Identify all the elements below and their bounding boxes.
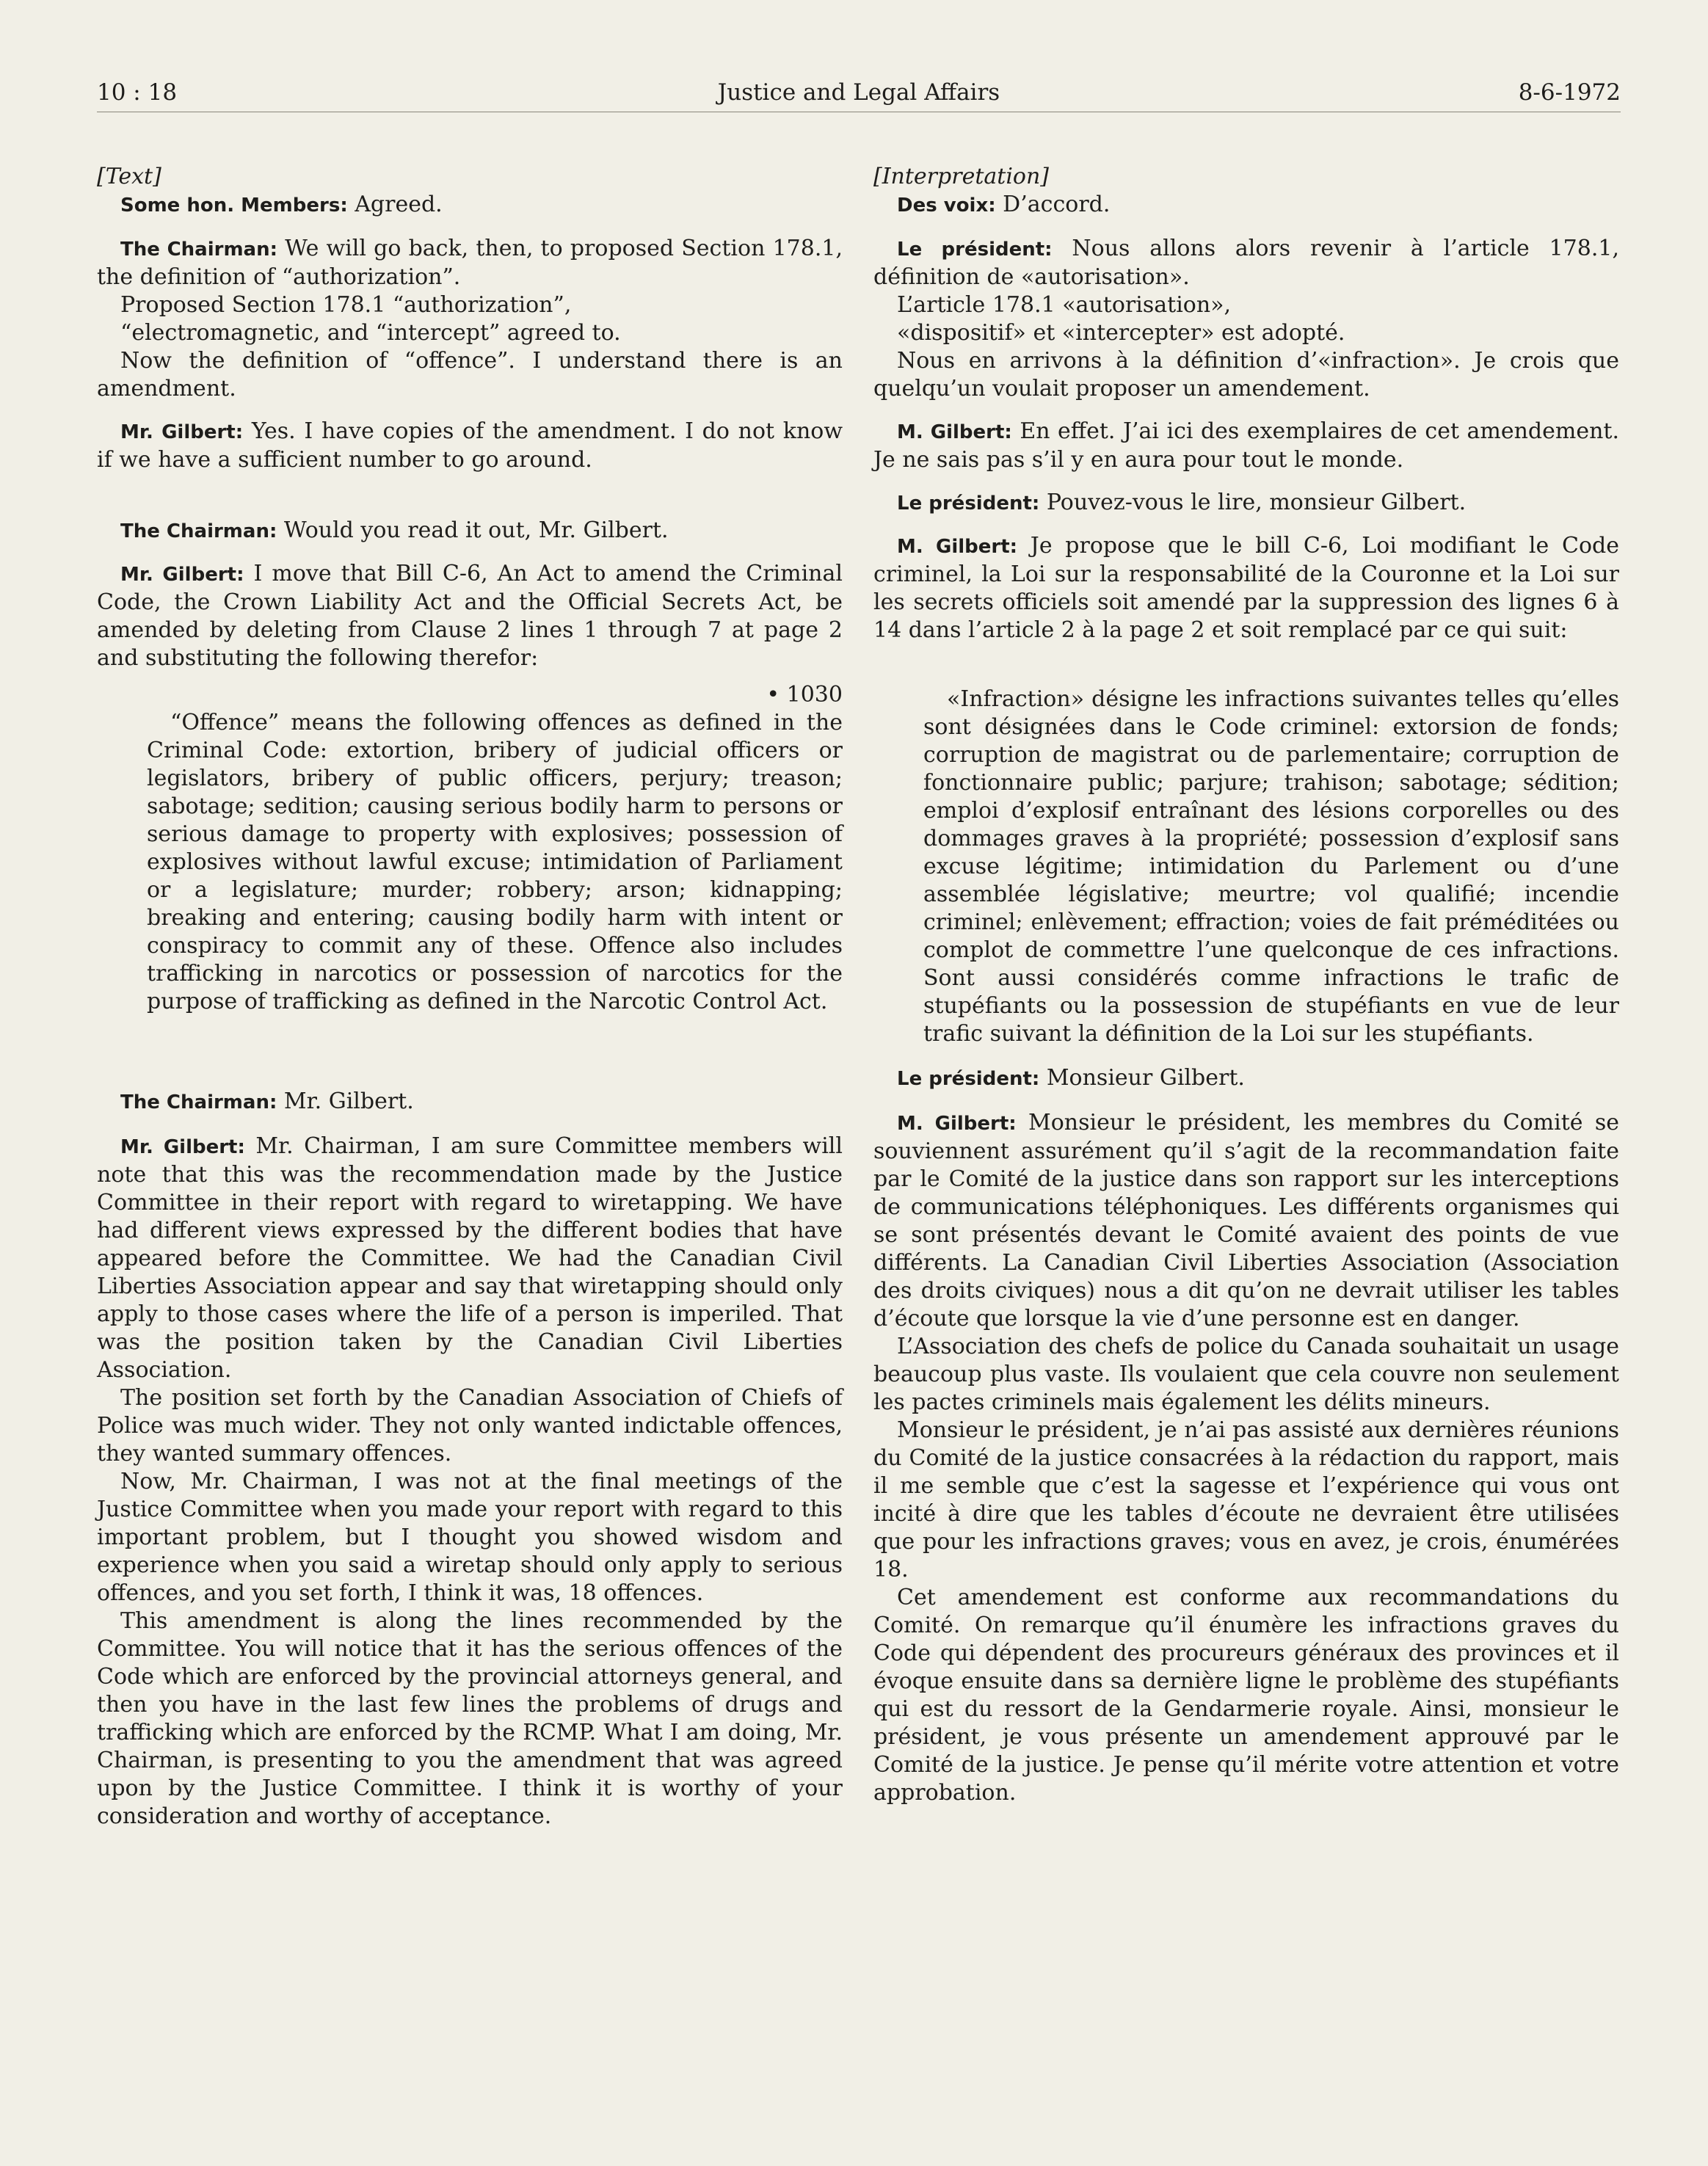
speech-text: En effet. J’ai ici des exemplaires de cet amendement. Je ne sais pas s’il y en aura pour tout le monde. (873, 418, 1619, 473)
time-marker: • 1030 (766, 682, 843, 708)
speaker-name: The Chairman: (120, 1091, 277, 1113)
page-header (97, 79, 1621, 112)
interpretation-tag: [Interpretation] (873, 164, 1050, 189)
speaker-name: M. Gilbert: (897, 421, 1012, 443)
speech-text: Agreed. (347, 192, 443, 217)
speech-gilbert (97, 418, 843, 474)
speaker-name: Mr. Gilbert: (120, 564, 244, 586)
speaker-name: Mr. Gilbert: (120, 1136, 245, 1158)
paragraph: “electromagnetic, and “intercept” agreed to. (120, 320, 621, 346)
speech-des-voix (873, 191, 1619, 219)
paragraph: L’Association des chefs de police du Canada souhaitait un usage beaucoup plus vaste. Ils voulaient que cela couvre non seulement les pactes criminels mais également les délits mineurs. (873, 1334, 1619, 1415)
speech-text: Monsieur Gilbert. (1039, 1065, 1245, 1091)
speech-president (873, 235, 1619, 291)
paragraph: Nous en arrivons à la définition d’«infraction». Je crois que quelqu’un voulait proposer un amendement. (873, 348, 1619, 401)
speaker-name: Some hon. Members: (120, 195, 348, 217)
speech-text: Mr. Chairman, I am sure Committee members will note that this was the recommendation made by the Justice Committee in their report with regard to wiretapping. We have had different views expressed by the different bodies that have appeared before the Committee. We had the Canadian Civil Liberties Association appear and say that wiretapping should only apply to those cases where the life of a person is imperiled. That was the position taken by the Canadian Civil Liberties Association. (97, 1133, 843, 1383)
paragraph: L’article 178.1 «autorisation», (897, 292, 1232, 318)
speaker-name: Mr. Gilbert: (120, 421, 244, 443)
paragraph: «dispositif» et «intercepter» est adopté. (897, 320, 1345, 346)
speech-some-members (97, 191, 843, 219)
speech-text: Nous allons alors revenir à l’article 178.1, définition de «autorisation». (873, 236, 1619, 290)
speaker-name: M. Gilbert: (897, 536, 1018, 558)
speaker-name: The Chairman: (120, 239, 277, 261)
speech-text: Pouvez-vous le lire, monsieur Gilbert. (1039, 490, 1467, 515)
french-column (873, 163, 1619, 1807)
paragraph: Now, Mr. Chairman, I was not at the final meetings of the Justice Committee when you made your report with regard to this important problem, but I thought you showed wisdom and experience when you said a wiretap should only apply to serious offences, and you set forth, I think it was, 18 offences. (97, 1469, 843, 1606)
running-title: Justice and Legal Affairs (717, 79, 1000, 106)
english-column (97, 163, 843, 1831)
speech-gilbert (97, 1133, 843, 1384)
paragraph: This amendment is along the lines recommended by the Committee. You will notice that it has the serious offences of the Code which are enforced by the provincial attorneys general, and then you have in the last few lines the problems of drugs and trafficking which are enforced by the RCMP. What I am doing, Mr. Chairman, is presenting to you the amendment that was agreed upon by the Justice Committee. I think it is worthy of your consideration and worthy of acceptance. (97, 1608, 843, 1829)
paragraph: Now the definition of “offence”. I understand there is an amendment. (97, 348, 843, 401)
speech-text: Mr. Gilbert. (277, 1089, 414, 1114)
speech-text: D’accord. (995, 192, 1111, 217)
speech-text: I move that Bill C-6, An Act to amend the Criminal Code, the Crown Liability Act and the Official Secrets Act, be amended by deleting from Clause 2 lines 1 through 7 at page 2 and substituting the following therefor: (97, 561, 843, 671)
speech-text: We will go back, then, to proposed Section 178.1, the definition of “authorization”. (97, 236, 843, 290)
page-number: 10 : 18 (97, 79, 178, 106)
amendment-quote: «Infraction» désigne les infractions suivantes telles qu’elles sont désignées dans le Code criminel: extorsion de fonds; corruption de magistrat ou de parlementaire; corruption de fonctionnaire public; parjure; trahison; sabotage; sédition; emploi d’explosif entraînant des lésions corporelles ou des dommages graves à la propriété; possession d’explosif sans excuse légitime; intimidation du Parlement ou d’une assemblée législative; meurtre; vol qualifié; incendie criminel; enlèvement; effraction; voies de fait préméditées ou complot de commettre l’une quelconque de ces infractions. Sont aussi considérés comme infractions le trafic de stupéfiants ou la possession de stupéfiants en vue de leur trafic suivant la définition de la Loi sur les stupéfiants. (923, 686, 1619, 1047)
speech-chairman (97, 1088, 843, 1116)
paragraph: Cet amendement est conforme aux recommandations du Comité. On remarque qu’il énumère les infractions graves du Code qui dépendent des procureurs généraux des provinces et il évoque ensuite dans sa dernière ligne le problème des stupéfiants qui est du ressort de la Gendarmerie royale. Ainsi, monsieur le président, je vous présente un amendement approuvé par le Comité de la justice. Je pense qu’il mérite votre attention et votre approbation. (873, 1585, 1619, 1806)
speaker-name: Le président: (897, 1068, 1040, 1090)
speaker-name: Le président: (897, 239, 1053, 261)
speaker-name: M. Gilbert: (897, 1113, 1017, 1135)
speaker-name: Le président: (897, 493, 1040, 515)
speech-gilbert (873, 418, 1619, 474)
speech-gilbert (97, 560, 843, 672)
speech-text: Yes. I have copies of the amendment. I do not know if we have a sufficient number to go around. (97, 418, 843, 473)
speech-gilbert (873, 1109, 1619, 1333)
paragraph: The position set forth by the Canadian Association of Chiefs of Police was much wider. They not only wanted indictable offences, they wanted summary offences. (97, 1385, 843, 1467)
text-tag: [Text] (97, 164, 161, 189)
speech-text: Would you read it out, Mr. Gilbert. (277, 517, 669, 543)
speaker-name: The Chairman: (120, 520, 277, 542)
paragraph: Proposed Section 178.1 “authorization”, (120, 292, 572, 318)
speech-president (873, 489, 1619, 517)
speech-gilbert (873, 532, 1619, 644)
paragraph: Monsieur le président, je n’ai pas assisté aux dernières réunions du Comité de la justice consacrées à la rédaction du rapport, mais il me semble que c’est la sagesse et l’expérience qui vous ont incité à dire que les tables d’écoute ne devraient être utilisées que pour les infractions graves; vous en avez, je crois, énumérées 18. (873, 1417, 1619, 1582)
header-date: 8-6-1972 (1518, 79, 1621, 106)
speech-chairman (97, 517, 843, 545)
speech-president (873, 1064, 1619, 1093)
speech-text: Monsieur le président, les membres du Comité se souviennent assurément qu’il s’agit de la recommandation faite par le Comité de la justice dans son rapport sur les interceptions de communications téléphoniques. Les différents organismes qui se sont présentés devant le Comité avaient des points de vue différents. La Canadian Civil Liberties Association (Association des droits civiques) nous a dit qu’on ne devrait utiliser les tables d’écoute que lorsque la vie d’une personne est en danger. (873, 1110, 1619, 1331)
speech-text: Je propose que le bill C-6, Loi modifiant le Code criminel, la Loi sur la responsabilité de la Couronne et la Loi sur les secrets officiels soit amendé par la suppression des lignes 6 à 14 dans l’article 2 à la page 2 et soit remplacé par ce qui suit: (873, 533, 1619, 643)
speaker-name: Des voix: (897, 195, 996, 217)
amendment-quote: “Offence” means the following offences as defined in the Criminal Code: extortion, bribery of judicial officers or legislators, bribery of public officers, perjury; treason; sabotage; sedition; causing serious bodily harm to persons or serious damage to property with explosives; possession of explosives without lawful excuse; intimidation of Parliament or a legislature; murder; robbery; arson; kidnapping; breaking and entering; causing bodily harm with intent or conspiracy to commit any of these. Offence also includes trafficking in narcotics or possession of narcotics for the purpose of trafficking as defined in the Narcotic Control Act. (147, 710, 843, 1014)
speech-chairman (97, 235, 843, 291)
